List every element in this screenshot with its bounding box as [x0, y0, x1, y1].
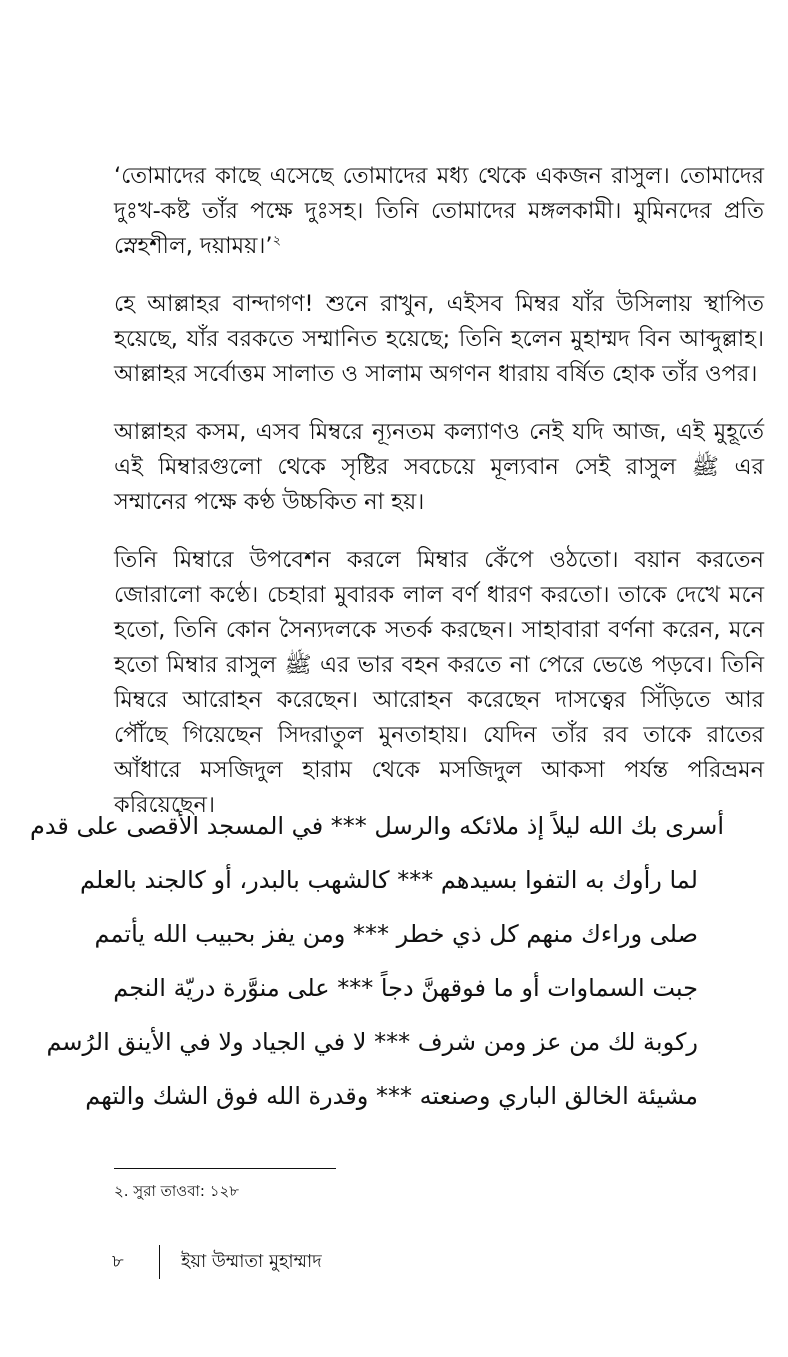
running-head: ইয়া উম্মাতা মুহাম্মাদ — [181, 1251, 322, 1272]
poem-line: صلى وراءك منهم كل ذي خطر *** ومن يفز بحبيب الله يأتمم — [94, 920, 698, 948]
paragraph-oath: আল্লাহর কসম, এসব মিম্বরে ন্যূনতম কল্যাণও নেই যদি আজ, এই মুহূর্তে এই মিম্বারগুলো থেকে সৃষ্টির সবচেয়ে মূল্যবান সেই রাসুল ﷺ এর সম্মানের পক্ষে কণ্ঠ উচ্চকিত না হয়। — [114, 419, 764, 515]
poem-line: مشيئة الخالق الباري وصنعته *** وقدرة الله فوق الشك والتهم — [85, 1082, 698, 1110]
paragraph-minbar-description: তিনি মিম্বারে উপবেশন করলে মিম্বার কেঁপে ওঠতো। বয়ান করতেন জোরালো কণ্ঠে। চেহারা মুবারক লাল বর্ণ ধারণ করতো। তাকে দেখে মনে হতো, তিনি কোন সৈন্যদলকে সতর্ক করছেন। সাহাবারা বর্ণনা করেন, মনে হতো মিম্বার রাসুল ﷺ এর ভার বহন করতে না পেরে ভেঙে পড়বে। তিনি মিম্বরে আরোহন করেছেন। আরোহন করেছেন দাসত্বের সিঁড়িতে আর পৌঁছে গিয়েছেন সিদরাতুল মুনতাহায়। যেদিন তাঁর রব তাকে রাতের আঁধারে মসজিদুল হারাম থেকে মসজিদুল আকসা পর্যন্ত পরিভ্রমন করিয়েছেন। — [114, 547, 765, 818]
footnote-reference: ২ — [272, 233, 282, 249]
paragraph-text: ‘তোমাদের কাছে এসেছে তোমাদের মধ্য থেকে একজন রাসুল। তোমাদের দুঃখ-কষ্ট তাঁর পক্ষে দুঃসহ। তিনি তোমাদের মঙ্গলকামী। মুমিনদের প্রতি স্নেহশীল, দয়াময়।’ — [114, 163, 764, 259]
paragraph-quran-quote — [114, 159, 764, 264]
footnote-text: ২. সুরা তাওবা: ১২৮ — [114, 1182, 239, 1200]
poem-line: جبت السماوات أو ما فوقهنَّ دجاً *** على منوَّرة دريّة النجم — [113, 974, 698, 1002]
paragraph-minbar-intro: হে আল্লাহর বান্দাগণ! শুনে রাখুন, এইসব মিম্বর যাঁর উসিলায় স্থাপিত হয়েছে, যাঁর বরকতে সম্মানিত হয়েছে; তিনি হলেন মুহাম্মদ বিন আব্দুল্লাহ। আল্লাহর সর্বোত্তম সালাত ও সালাম অগণন ধারায় বর্ষিত হোক তাঁর ওপর। — [114, 291, 764, 387]
footnote-divider — [114, 1168, 336, 1169]
page-number: ৮ — [112, 1251, 124, 1272]
poem-line: لما رأوك به التفوا بسيدهم *** كالشهب بالبدر، أو كالجند بالعلم — [80, 866, 698, 894]
poem-line: أسرى بك الله ليلاً إذ ملائكه والرسل *** في المسجد الأقصى على قدم — [29, 812, 724, 840]
poem-line: ركوبة لك من عز ومن شرف *** لا في الجياد ولا في الأينق الرُسم — [46, 1028, 698, 1056]
footer-divider — [159, 1245, 160, 1279]
